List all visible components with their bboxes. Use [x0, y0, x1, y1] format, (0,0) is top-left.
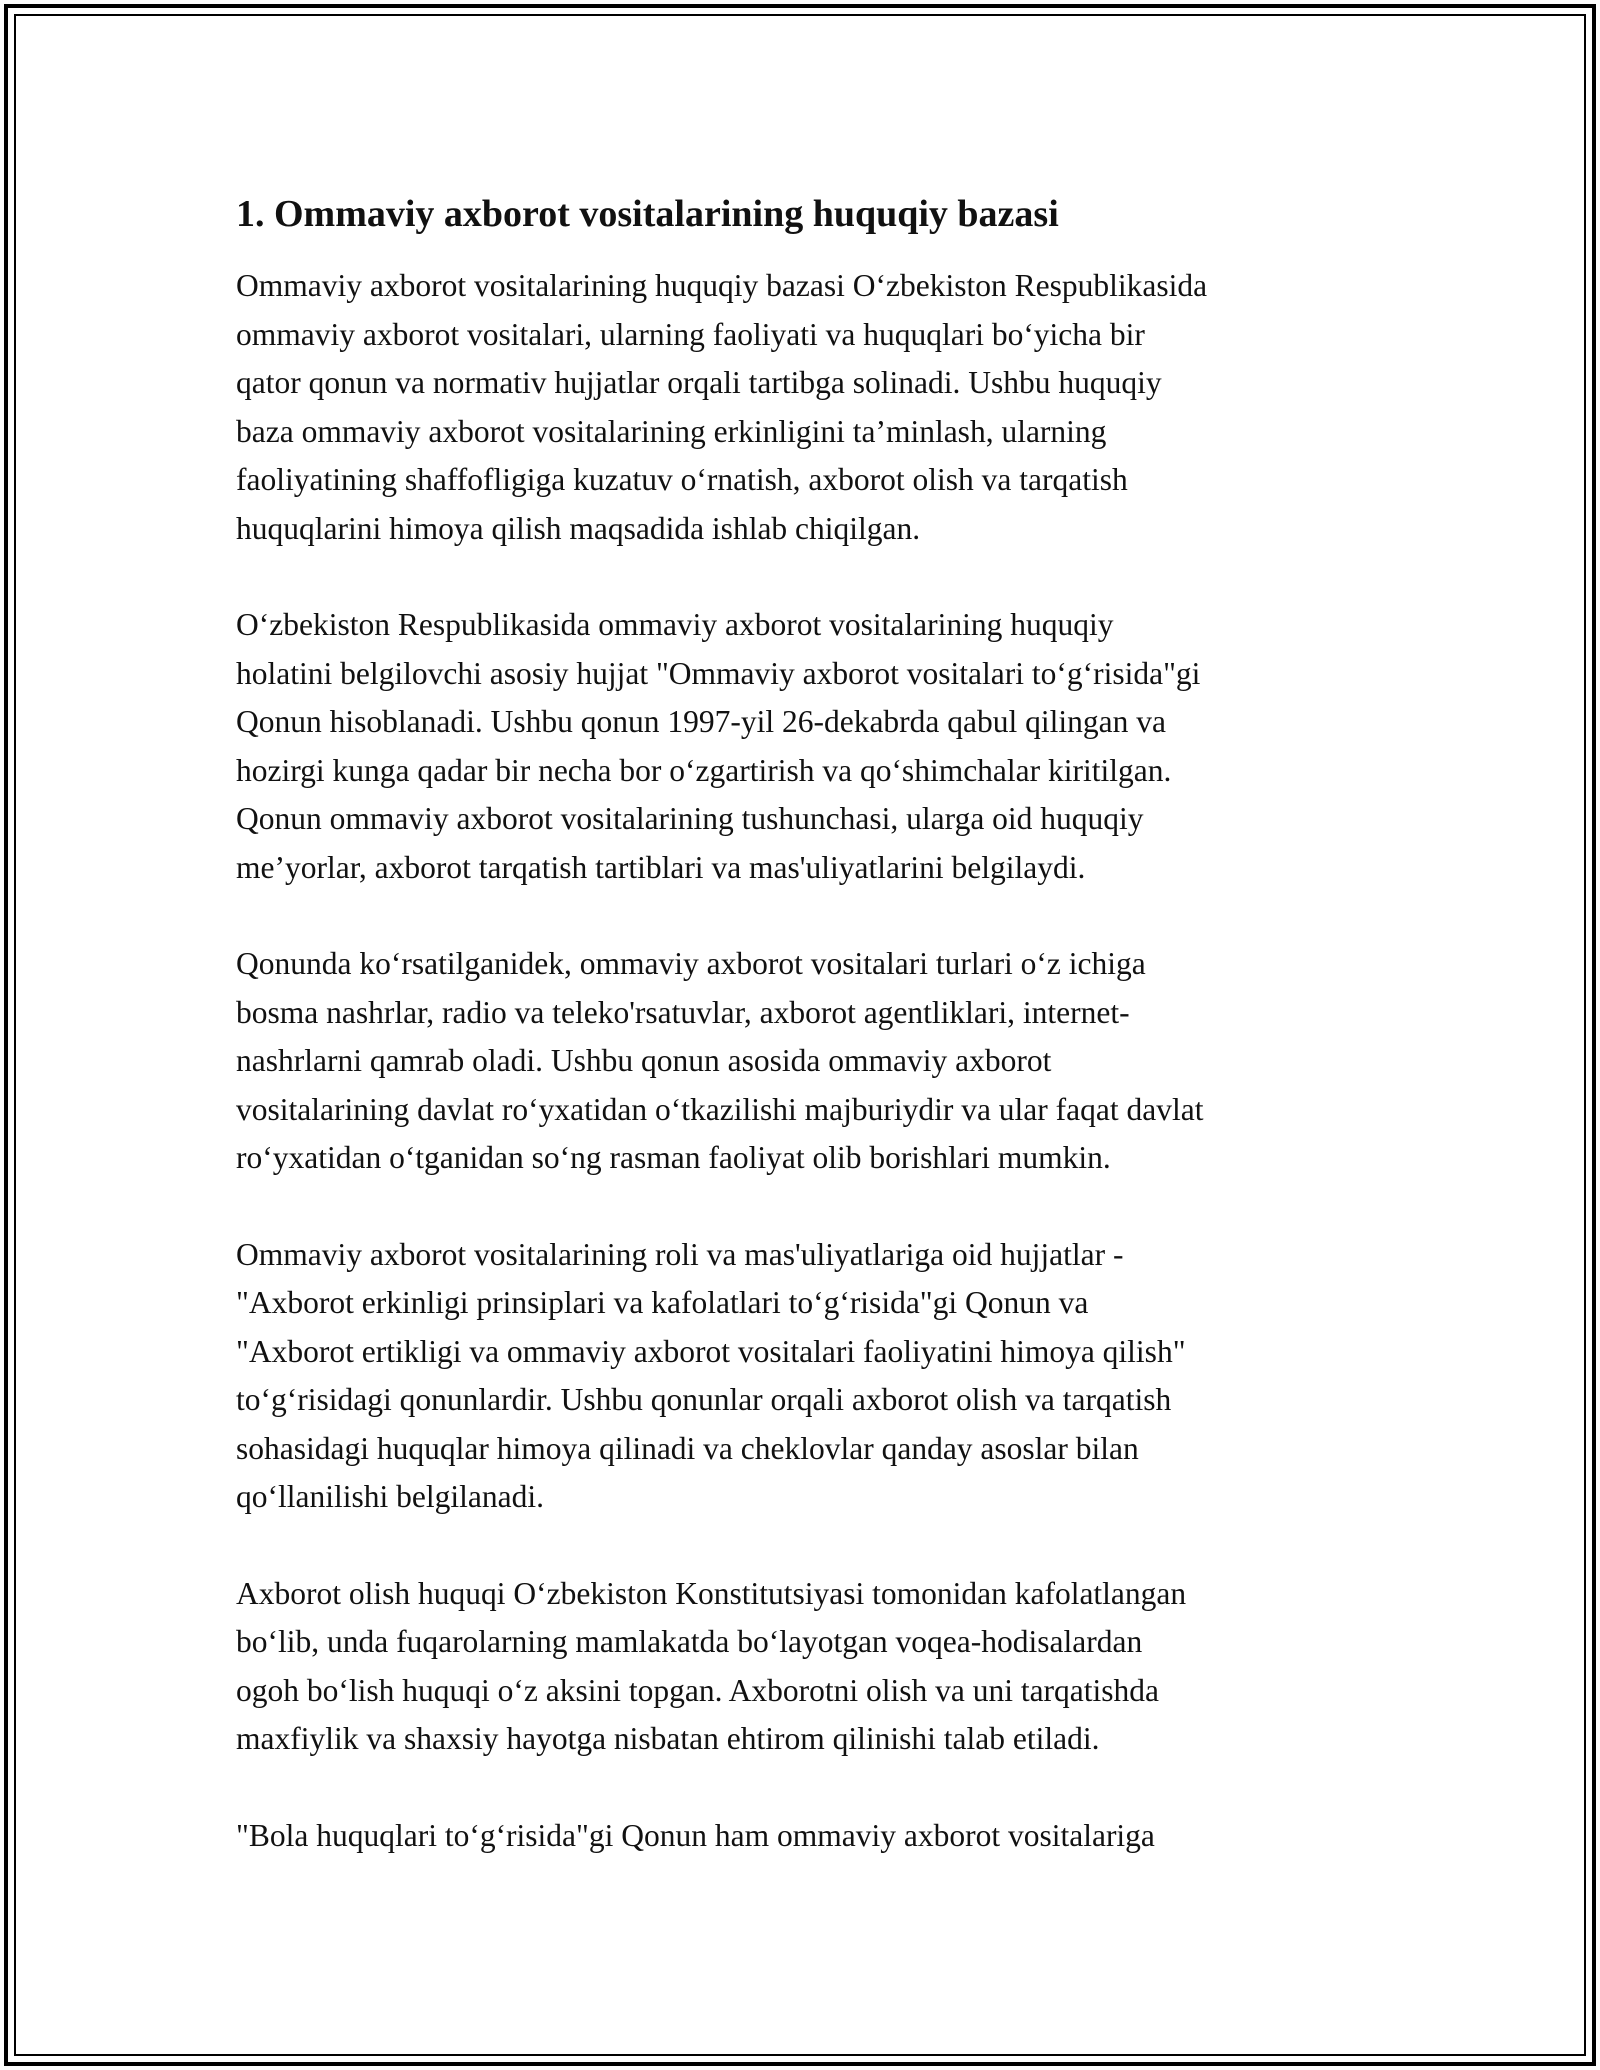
- section-heading: 1. Ommaviy axborot vositalarining huquqiy bazasi: [236, 193, 1059, 235]
- paragraph-list: [236, 262, 1386, 1860]
- paragraph-line: qator qonun va normativ hujjatlar orqali tartibga solinadi. Ushbu huquqiy: [236, 365, 1162, 400]
- paragraph-line: ogoh bo‘lish huquqi o‘z aksini topgan. Axborotni olish va uni tarqatishda: [236, 1672, 1160, 1708]
- paragraph-line: ommaviy axborot vositalari, ularning faoliyati va huquqlari bo‘yicha bir: [236, 316, 1145, 352]
- paragraph-line: qo‘llanilishi belgilanadi.: [236, 1479, 544, 1514]
- paragraph-line: faoliyatining shaffofligiga kuzatuv o‘rnatish, axborot olish va tarqatish: [236, 462, 1128, 497]
- paragraph-line: bo‘lib, unda fuqarolarning mamlakatda bo‘layotgan voqea-hodisalardan: [236, 1624, 1143, 1659]
- paragraph-line: Ommaviy axborot vositalarining roli va mas'uliyatlariga oid hujjatlar -: [236, 1236, 1124, 1272]
- paragraph-line: Qonun hisoblanadi. Ushbu qonun 1997-yil 26-dekabrda qabul qilingan va: [236, 704, 1166, 739]
- paragraph-line: huquqlarini himoya qilish maqsadida ishlab chiqilgan.: [236, 510, 921, 546]
- paragraph-line: O‘zbekiston Respublikasida ommaviy axborot vositalarining huquqiy: [236, 607, 1114, 642]
- paragraph: [236, 1231, 1386, 1522]
- paragraph-line: Ommaviy axborot vositalarining huquqiy bazasi O‘zbekiston Respublikasida: [236, 268, 1208, 303]
- paragraph: [236, 1570, 1386, 1764]
- paragraph-line: bosma nashrlar, radio va teleko'rsatuvlar, axborot agentliklari, internet-: [236, 994, 1130, 1030]
- paragraph-line: Qonunda ko‘rsatilganidek, ommaviy axborot vositalari turlari o‘z ichiga: [236, 946, 1146, 981]
- paragraph-line: to‘g‘risidagi qonunlardir. Ushbu qonunlar orqali axborot olish va tarqatish: [236, 1382, 1172, 1417]
- paragraph-line: holatini belgilovchi asosiy hujjat "Ommaviy axborot vositalari to‘g‘risida"gi: [236, 655, 1201, 691]
- paragraph-line: sohasidagi huquqlar himoya qilinadi va cheklovlar qanday asoslar bilan: [236, 1430, 1139, 1466]
- paragraph: [236, 940, 1386, 1183]
- paragraph-line: nashrlarni qamrab oladi. Ushbu qonun asosida ommaviy axborot: [236, 1043, 1052, 1078]
- document-body: [236, 186, 1386, 1860]
- paragraph-line: me’yorlar, axborot tarqatish tartiblari va mas'uliyatlarini belgilaydi.: [236, 849, 1086, 885]
- paragraph: [236, 262, 1386, 553]
- paragraph-line: baza ommaviy axborot vositalarining erkinligini ta’minlash, ularning: [236, 413, 1107, 449]
- paragraph-line: Qonun ommaviy axborot vositalarining tushunchasi, ularga oid huquqiy: [236, 801, 1144, 836]
- paragraph-line: "Axborot ertikligi va ommaviy axborot vositalari faoliyatini himoya qilish": [236, 1333, 1186, 1369]
- paragraph-line: "Axborot erkinligi prinsiplari va kafolatlari to‘g‘risida"gi Qonun va: [236, 1285, 1089, 1320]
- paragraph-line: Axborot olish huquqi O‘zbekiston Konstitutsiyasi tomonidan kafolatlangan: [236, 1575, 1187, 1611]
- paragraph-line: "Bola huquqlari to‘g‘risida"gi Qonun ham ommaviy axborot vositalariga: [236, 1817, 1155, 1853]
- paragraph: [236, 601, 1386, 892]
- paragraph-line: ro‘yxatidan o‘tganidan so‘ng rasman faoliyat olib borishlari mumkin.: [236, 1140, 1111, 1175]
- paragraph-line: maxfiylik va shaxsiy hayotga nisbatan ehtirom qilinishi talab etiladi.: [236, 1721, 1100, 1756]
- paragraph-line: vositalarining davlat ro‘yxatidan o‘tkazilishi majburiydir va ular faqat davlat: [236, 1091, 1204, 1127]
- paragraph: [236, 1812, 1386, 1861]
- paragraph-line: hozirgi kunga qadar bir necha bor o‘zgartirish va qo‘shimchalar kiritilgan.: [236, 752, 1172, 788]
